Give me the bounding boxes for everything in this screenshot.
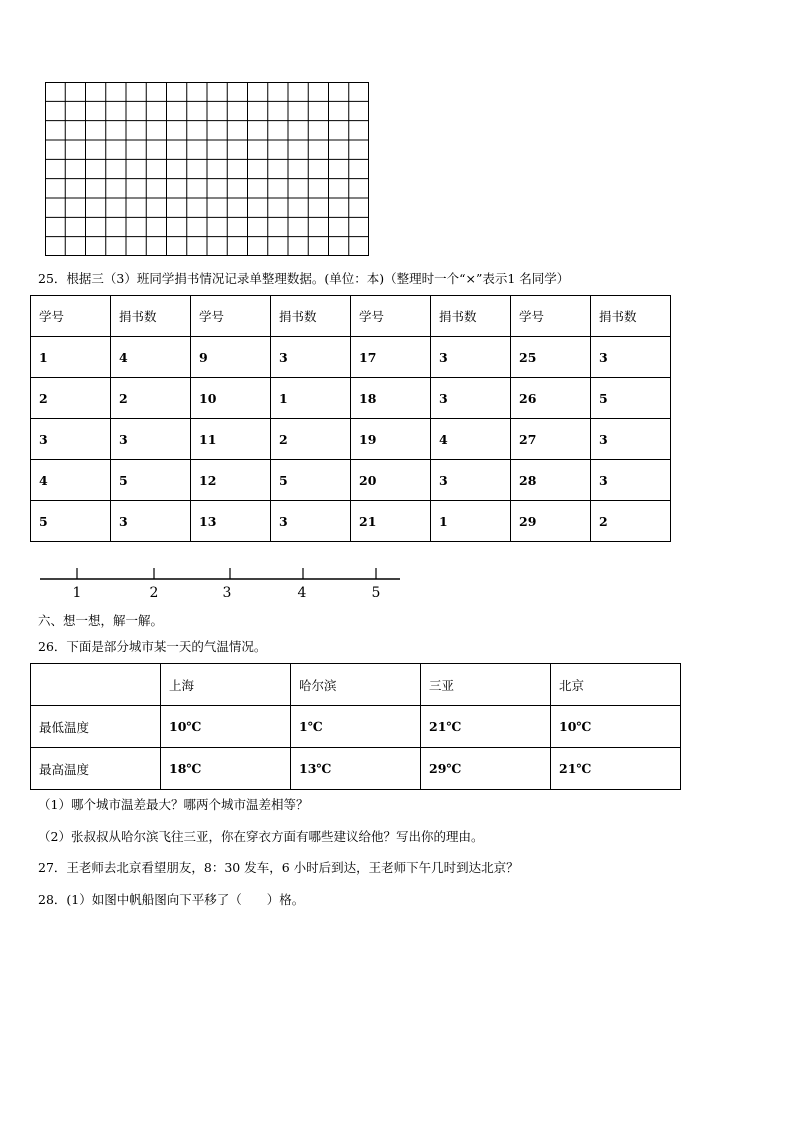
book-count-cell: 3 [431,337,511,378]
column-header: 捐书数 [271,296,351,337]
book-count-cell: 5 [591,378,671,419]
question-26-text: 26．下面是部分城市某一天的气温情况。 [38,639,267,654]
student-id-cell: 27 [511,419,591,460]
temperature-value: 21℃ [421,706,551,748]
book-count-cell: 3 [111,501,191,542]
number-line-label: 1 [72,585,82,601]
book-count-cell: 2 [271,419,351,460]
city-header: 北京 [551,664,681,706]
book-count-cell: 2 [591,501,671,542]
temperature-row-max [31,748,681,790]
book-count-cell: 4 [111,337,191,378]
temperature-corner-cell [31,664,161,706]
temperature-row-min [31,706,681,748]
student-id-cell: 12 [191,460,271,501]
column-header: 学号 [191,296,271,337]
student-id-cell: 21 [351,501,431,542]
temperature-value: 29℃ [421,748,551,790]
temperature-value: 10℃ [551,706,681,748]
column-header: 学号 [351,296,431,337]
grid-paper [45,82,369,256]
book-count-cell: 1 [431,501,511,542]
table-row [31,501,671,542]
city-header: 上海 [161,664,291,706]
column-header: 捐书数 [591,296,671,337]
book-count-cell: 2 [111,378,191,419]
student-id-cell: 19 [351,419,431,460]
section-6-title: 六、想一想，解一解。 [38,613,164,628]
student-id-cell: 29 [511,501,591,542]
number-line-label: 5 [371,585,381,601]
column-header: 捐书数 [111,296,191,337]
book-count-cell: 1 [271,378,351,419]
book-count-cell: 3 [591,419,671,460]
student-id-cell: 18 [351,378,431,419]
temperature-header-row [31,664,681,706]
book-count-cell: 3 [431,460,511,501]
temperature-value: 18℃ [161,748,291,790]
student-id-cell: 25 [511,337,591,378]
donation-header-row [31,296,671,337]
column-header: 学号 [31,296,111,337]
row-label: 最高温度 [31,748,161,790]
student-id-cell: 5 [31,501,111,542]
number-line-label: 2 [149,585,159,601]
book-count-cell: 3 [591,460,671,501]
book-count-cell: 3 [271,337,351,378]
temperature-table [30,663,681,790]
city-header: 三亚 [421,664,551,706]
student-id-cell: 13 [191,501,271,542]
temperature-value: 1℃ [291,706,421,748]
number-line [38,564,402,604]
question-26-sub2: （2）张叔叔从哈尔滨飞往三亚，你在穿衣方面有哪些建议给他？写出你的理由。 [38,829,484,844]
student-id-cell: 26 [511,378,591,419]
table-row [31,460,671,501]
question-25-text: 25．根据三（3）班同学捐书情况记录单整理数据。(单位：本)（整理时一个“×”表示1 名同学） [38,271,570,286]
question-27-text: 27．王老师去北京看望朋友，8：30 发车，6 小时后到达，王老师下午几时到达北京？ [38,860,519,875]
student-id-cell: 17 [351,337,431,378]
student-id-cell: 28 [511,460,591,501]
question-26-sub1: （1）哪个城市温差最大？哪两个城市温差相等？ [38,797,309,812]
row-label: 最低温度 [31,706,161,748]
student-id-cell: 11 [191,419,271,460]
column-header: 捐书数 [431,296,511,337]
temperature-value: 13℃ [291,748,421,790]
question-28-text: 28．(1）如图中帆船图向下平移了（ ）格。 [38,892,305,907]
temperature-value: 10℃ [161,706,291,748]
student-id-cell: 2 [31,378,111,419]
temperature-value: 21℃ [551,748,681,790]
book-count-cell: 3 [431,378,511,419]
column-header: 学号 [511,296,591,337]
student-id-cell: 9 [191,337,271,378]
table-row [31,337,671,378]
student-id-cell: 4 [31,460,111,501]
book-count-cell: 3 [111,419,191,460]
student-id-cell: 1 [31,337,111,378]
book-count-cell: 5 [111,460,191,501]
book-count-cell: 5 [271,460,351,501]
book-count-cell: 3 [271,501,351,542]
number-line-label: 4 [297,585,307,601]
table-row [31,378,671,419]
student-id-cell: 3 [31,419,111,460]
student-id-cell: 10 [191,378,271,419]
donation-table [30,295,671,542]
table-row [31,419,671,460]
number-line-label: 3 [222,585,232,601]
book-count-cell: 3 [591,337,671,378]
city-header: 哈尔滨 [291,664,421,706]
book-count-cell: 4 [431,419,511,460]
student-id-cell: 20 [351,460,431,501]
